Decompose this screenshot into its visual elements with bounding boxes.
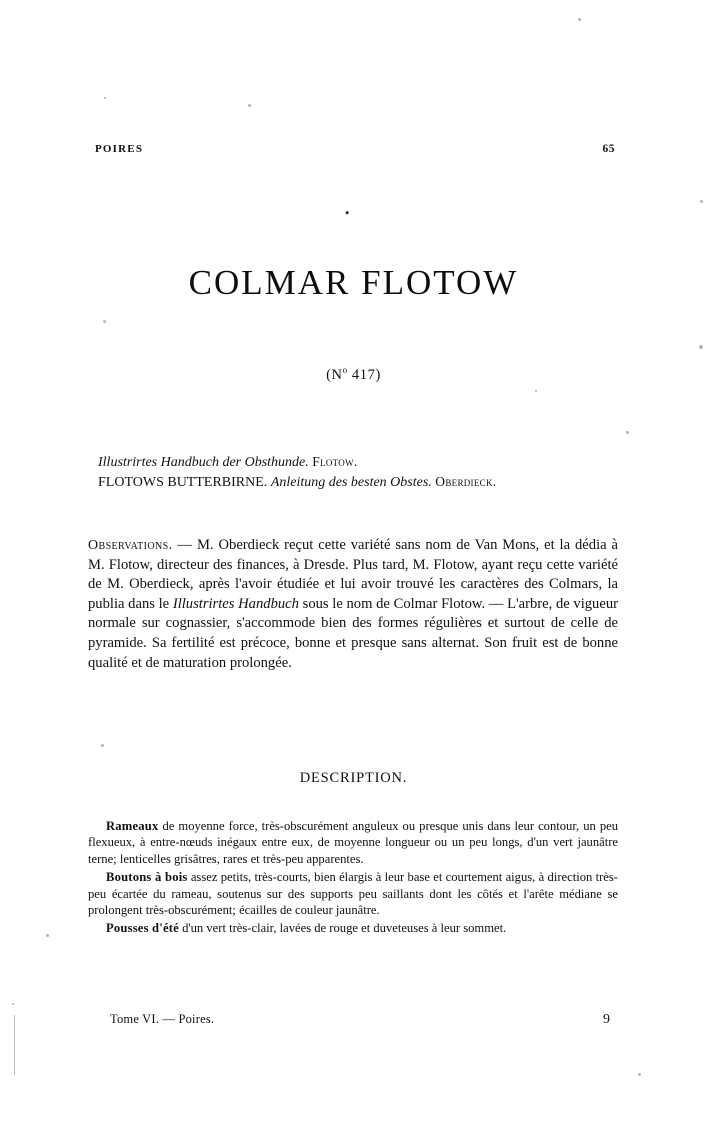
synonym-line (98, 472, 618, 492)
paragraph-text-boutons: assez petits, très-courts, bien élargis à leur base et courtement aigus, à direction très-peu écartée du rameau, soutenus sur des supports peu saillants dont les côtés et l'arête médiane se prolongent très-obscurément; écailles de couleur jaunâtre. (88, 870, 618, 918)
scan-speck (248, 104, 251, 107)
description-paragraph (88, 869, 618, 918)
scan-speck (104, 97, 106, 99)
synonym-block (98, 452, 618, 492)
entry-number-prefix: (N (326, 366, 343, 383)
synonym-author-1: Flotow. (312, 454, 358, 469)
description-body (88, 818, 618, 939)
scan-speck (699, 345, 703, 349)
description-paragraph (88, 818, 618, 867)
page-footer (110, 1012, 610, 1028)
paragraph-runin-boutons: Boutons à bois (106, 870, 188, 885)
scan-speck (535, 390, 537, 392)
description-paragraph (88, 920, 618, 936)
paragraph-runin-rameaux: Rameaux (106, 819, 159, 833)
observations-italic: Illustrirtes Handbuch (172, 595, 299, 612)
observations-text-1: — M. Oberdieck reçut cette variété sans nom de Van Mons, et la dédia à M. Flotow, directeur des finances, à Dresde. Plus tard, M. Flotow, ayant reçu cette variété de M. Oberdieck, après l'avoir étudiée et lui avoir trouvé les caractères des Colmars, la publia dans le (88, 537, 618, 612)
synonym-author-2: Oberdieck. (435, 474, 497, 489)
observations-label: Observations. (88, 538, 173, 553)
scan-edge-mark (14, 1015, 15, 1075)
paragraph-text-pousses: d'un vert très-clair, lavées de rouge et duveteuses à leur sommet. (178, 921, 507, 936)
page-title: COLMAR FLOTOW (188, 263, 519, 302)
scan-speck (638, 1073, 641, 1076)
scan-speck (578, 18, 581, 21)
running-head (95, 143, 615, 155)
observations-paragraph (88, 536, 618, 673)
synonym-line (98, 452, 618, 472)
paragraph-text-rameaux: de moyenne force, très-obscurément anguleux ou presque unis dans leur contour, un peu flexueux, à entre-nœuds inégaux entre eux, de moyenne longueur ou un peu longs, d'un vert jaunâtre terne; lenticelles grisâtres, rares et très-peu apparentes. (88, 819, 618, 866)
scan-speck (46, 934, 49, 937)
description-heading: DESCRIPTION. (299, 770, 408, 786)
ornament-mark: • (342, 204, 352, 221)
synonym-source-2: Anleitung des besten Obstes. (270, 475, 432, 490)
footer-signature-number: 9 (603, 1012, 610, 1027)
scan-speck (700, 200, 703, 203)
entry-number (0, 365, 707, 384)
scan-speck (103, 320, 106, 323)
page-folio: 65 (602, 143, 615, 155)
paragraph-runin-pousses: Pousses d'été (106, 921, 179, 936)
entry-number-value: 417) (347, 366, 381, 383)
scan-speck (101, 744, 104, 747)
entry-number-sup: o (342, 365, 348, 375)
synonym-source-1: Illustrirtes Handbuch der Obsthunde. (98, 455, 309, 470)
running-head-title: POIRES (95, 143, 144, 155)
scan-speck (626, 431, 629, 434)
observations-text-2: sous le nom de Colmar Flotow. — L'arbre, de vigueur normale sur cognassier, s'accommode bien des formes régulières et surtout de celle de pyramide. Sa fertilité est précoce, bonne et presque sans alternat. Son fruit est de bonne qualité et de maturation prolongée. (88, 595, 618, 671)
scan-speck (12, 1003, 14, 1005)
footer-volume-label: Tome VI. — Poires. (110, 1012, 215, 1026)
synonym-name-2: FLOTOWS BUTTERBIRNE. (98, 475, 268, 490)
